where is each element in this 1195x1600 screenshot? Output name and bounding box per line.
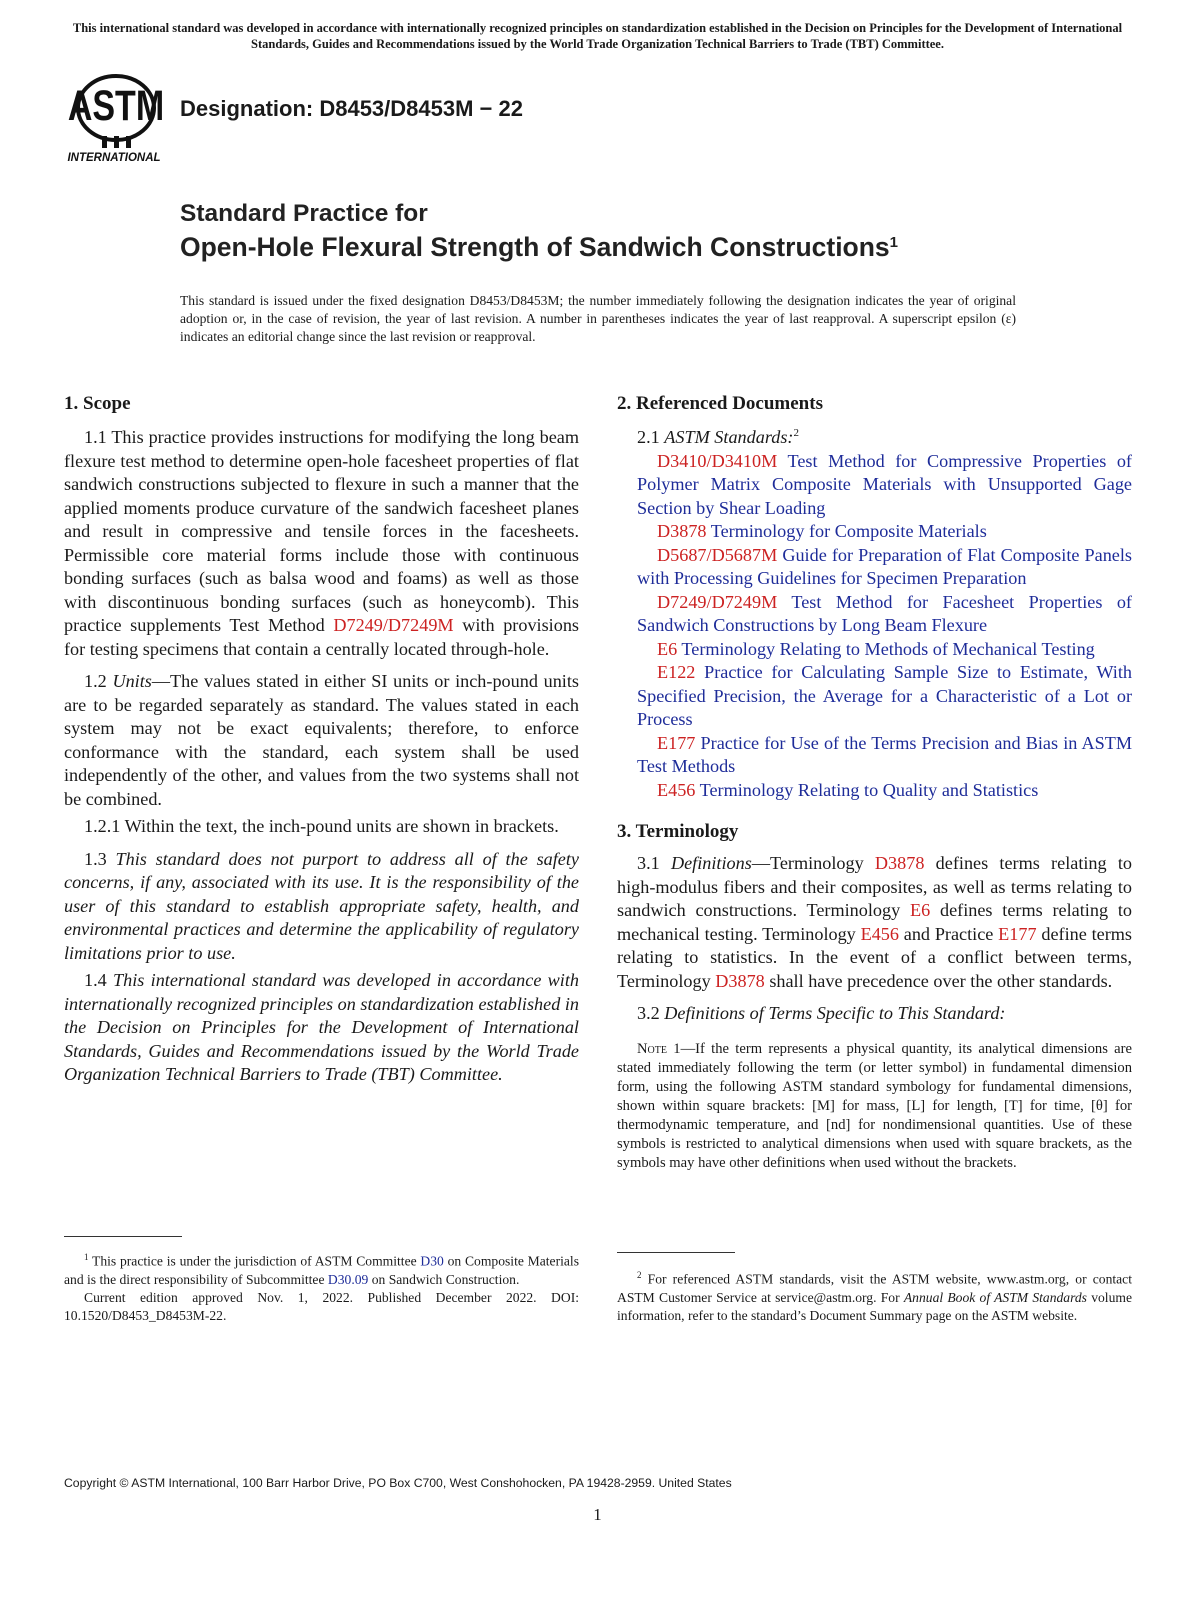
reference-code-link[interactable]: E456 <box>657 779 696 800</box>
document-title <box>180 198 898 264</box>
reference-list <box>617 450 1132 803</box>
reference-code-link[interactable]: E177 <box>657 732 696 753</box>
title-main: Open-Hole Flexural Strength of Sandwich Constructions <box>180 232 890 262</box>
reference-code-link[interactable]: E6 <box>657 638 678 659</box>
reference-item <box>617 450 1132 521</box>
reference-title-link[interactable]: Guide for Preparation of Flat Composite Panels with Processing Guidelines for Specimen Preparation <box>637 544 1132 589</box>
paragraph-3-1: 3.1 Definitions—Terminology D3878 defines terms relating to high-modulus fibers and their composites, as well as terms relating to sandwich constructions. Terminology E6 defines terms relating to mechanical testing. Terminology E456 and Practice E177 define terms relating to statistics. In the event of a conflict between terms, Terminology D3878 shall have precedence over the other standards. <box>617 853 1132 991</box>
reference-code-link[interactable]: D3410/D3410M <box>657 450 778 471</box>
reference-item <box>617 520 1132 544</box>
reference-title-link[interactable]: Test Method for Compressive Properties of Polymer Matrix Composite Materials with Unsupported Gage Section by Shear Loading <box>637 450 1132 518</box>
note-1: Note 1—If the term represents a physical quantity, its analytical dimensions are stated immediately following the term (or letter symbol) in fundamental dimension form, using the following ASTM standard symbology for fundamental dimensions, shown within square brackets: [M] for mass, [L] for length, [T] for time, [θ] for thermodynamic temperature, and [nd] for nondimensional quantities. Use of these symbols is restricted to analytical dimensions when used with square brackets, as the symbols may have other definitions when used without the brackets. <box>617 1040 1132 1171</box>
paragraph-3-2: 3.2 Definitions of Terms Specific to This Standard: <box>637 1003 1006 1024</box>
reference-code-link[interactable]: E122 <box>657 662 696 683</box>
reference-title-link[interactable]: Practice for Calculating Sample Size to Estimate, With Specified Precision, the Average for a Characteristic of a Lot or Process <box>637 662 1132 730</box>
reference-title-link[interactable]: Practice for Use of the Terms Precision and Bias in ASTM Test Methods <box>637 732 1132 777</box>
reference-code-link[interactable]: D7249/D7249M <box>657 591 778 612</box>
edition-note: Current edition approved Nov. 1, 2022. Published December 2022. DOI: 10.1520/D8453_D8453M-22. <box>64 1289 579 1323</box>
reference-item <box>617 779 1132 803</box>
title-footnote-mark: 1 <box>889 234 899 251</box>
astm-standards-subheading: 2.1 ASTM Standards:$^2$ <box>637 427 799 448</box>
subcommittee-link-d30-09[interactable]: D30.09 <box>327 1271 369 1287</box>
paragraph-1-2-1: 1.2.1 Within the text, the inch-pound units are shown in brackets. <box>84 816 559 836</box>
ref-link-d3878-2[interactable]: D3878 <box>715 970 765 991</box>
footnote-1: $^1$ This practice is under the jurisdiction of ASTM Committee D30 on Composite Materials and is the direct responsibility of Subcommittee D30.09 on Sandwich Construction. Current edition approved Nov. 1, 2022. Published December 2022. DOI: 10.1520/D8453_D8453M-22. <box>64 1252 579 1323</box>
section-heading-referenced-documents: 2. Referenced Documents <box>617 393 823 414</box>
reference-code-link[interactable]: D5687/D5687M <box>657 544 778 565</box>
paragraph-1-4: 1.4 This international standard was developed in accordance with internationally recognized principles on standardization established in the Decision on Principles for the Development of International Standards, Guides and Recommendations issued by the World Trade Organization Technical Barriers to Trade (TBT) Committee. <box>64 970 580 1084</box>
reference-item <box>617 732 1132 779</box>
ref-link-d7249[interactable]: D7249/D7249M <box>333 615 454 635</box>
ref-link-d3878[interactable]: D3878 <box>874 853 925 874</box>
designation: Designation: D8453/D8453M − 22 <box>180 96 523 121</box>
ref-link-e177[interactable]: E177 <box>998 923 1037 944</box>
reference-title-link[interactable]: Terminology Relating to Quality and Statistics <box>695 779 1039 800</box>
footnote-rule-right <box>617 1252 735 1253</box>
paragraph-1-1: 1.1 This practice provides instructions for modifying the long beam flexure test method to determine open-hole facesheet properties of flat sandwich constructions subjected to flexure in such a manner that the applied moments produce curvature of the sandwich facesheet planes and result in compressive and tensile forces in the facesheets. Permissible core material forms include those with continuous bonding surfaces (such as balsa wood and foams) as well as those with discontinuous bonding surfaces (such as honeycomb). This practice supplements Test Method D7249/D7249M with provisions for testing specimens that contain a centrally located through-hole. <box>64 427 579 659</box>
logo-caption: INTERNATIONAL <box>67 152 161 164</box>
title-line-1: Standard Practice for <box>180 200 428 227</box>
section-heading-terminology: 3. Terminology <box>617 821 739 843</box>
section-heading-scope: 1. Scope <box>64 393 131 414</box>
wto-notice: This international standard was developed in accordance with internationally recognized principles on standardization established in the Decision on Principles for the Development of International Standards, Guides and Recommendations issued by the World Trade Organization Technical Barriers to Trade (TBT) Committee. <box>72 21 1123 51</box>
paragraph-1-2: 1.2 Units—The values stated in either SI units or inch-pound units are to be regarded separately as standard. The values stated in each system may not be exact equivalents; therefore, to enforce conformance with the standard, each system shall be used independently of the other, and values from the two systems shall not be combined. <box>64 671 579 809</box>
astm-logo <box>64 70 168 166</box>
committee-link-d30[interactable]: D30 <box>420 1253 444 1269</box>
footnote-rule-left <box>64 1236 182 1237</box>
reference-title-link[interactable]: Terminology for Composite Materials <box>706 521 987 542</box>
ref-link-e456[interactable]: E456 <box>860 923 899 944</box>
logo-letters: ASTM <box>67 82 165 130</box>
right-column <box>617 392 1132 1173</box>
reference-title-link[interactable]: Terminology Relating to Methods of Mechanical Testing <box>677 638 1095 659</box>
reference-code-link[interactable]: D3878 <box>657 521 707 542</box>
ref-link-e6[interactable]: E6 <box>909 900 931 921</box>
footnote-2: $^2$ For referenced ASTM standards, visit the ASTM website, www.astm.org, or contact ASTM Customer Service at service@astm.org. For Annual Book of ASTM Standards volume information, refer to the standard’s Document Summary page on the ASTM website. <box>617 1270 1132 1323</box>
title-line-2 <box>180 230 898 264</box>
copyright-line: Copyright © ASTM International, 100 Barr Harbor Drive, PO Box C700, West Conshohocken, PA 19428-2959. United States <box>64 1476 732 1490</box>
issuance-statement: This standard is issued under the fixed designation D8453/D8453M; the number immediately following the designation indicates the year of original adoption or, in the case of revision, the year of last revision. A number in parentheses indicates the year of last reapproval. A superscript epsilon (ε) indicates an editorial change since the last revision or reapproval. <box>180 293 1016 344</box>
reference-title-link[interactable]: Test Method for Facesheet Properties of Sandwich Constructions by Long Beam Flexure <box>637 591 1132 636</box>
reference-item <box>617 544 1132 591</box>
reference-item <box>617 591 1132 638</box>
left-column <box>64 392 579 1087</box>
page-number: 1 <box>593 1505 602 1524</box>
reference-item <box>617 638 1132 662</box>
reference-item <box>617 661 1132 732</box>
paragraph-1-3: 1.3 This standard does not purport to address all of the safety concerns, if any, associated with its use. It is the responsibility of the user of this standard to establish appropriate safety, health, and environmental practices and determine the applicability of regulatory limitations prior to use. <box>64 848 579 963</box>
